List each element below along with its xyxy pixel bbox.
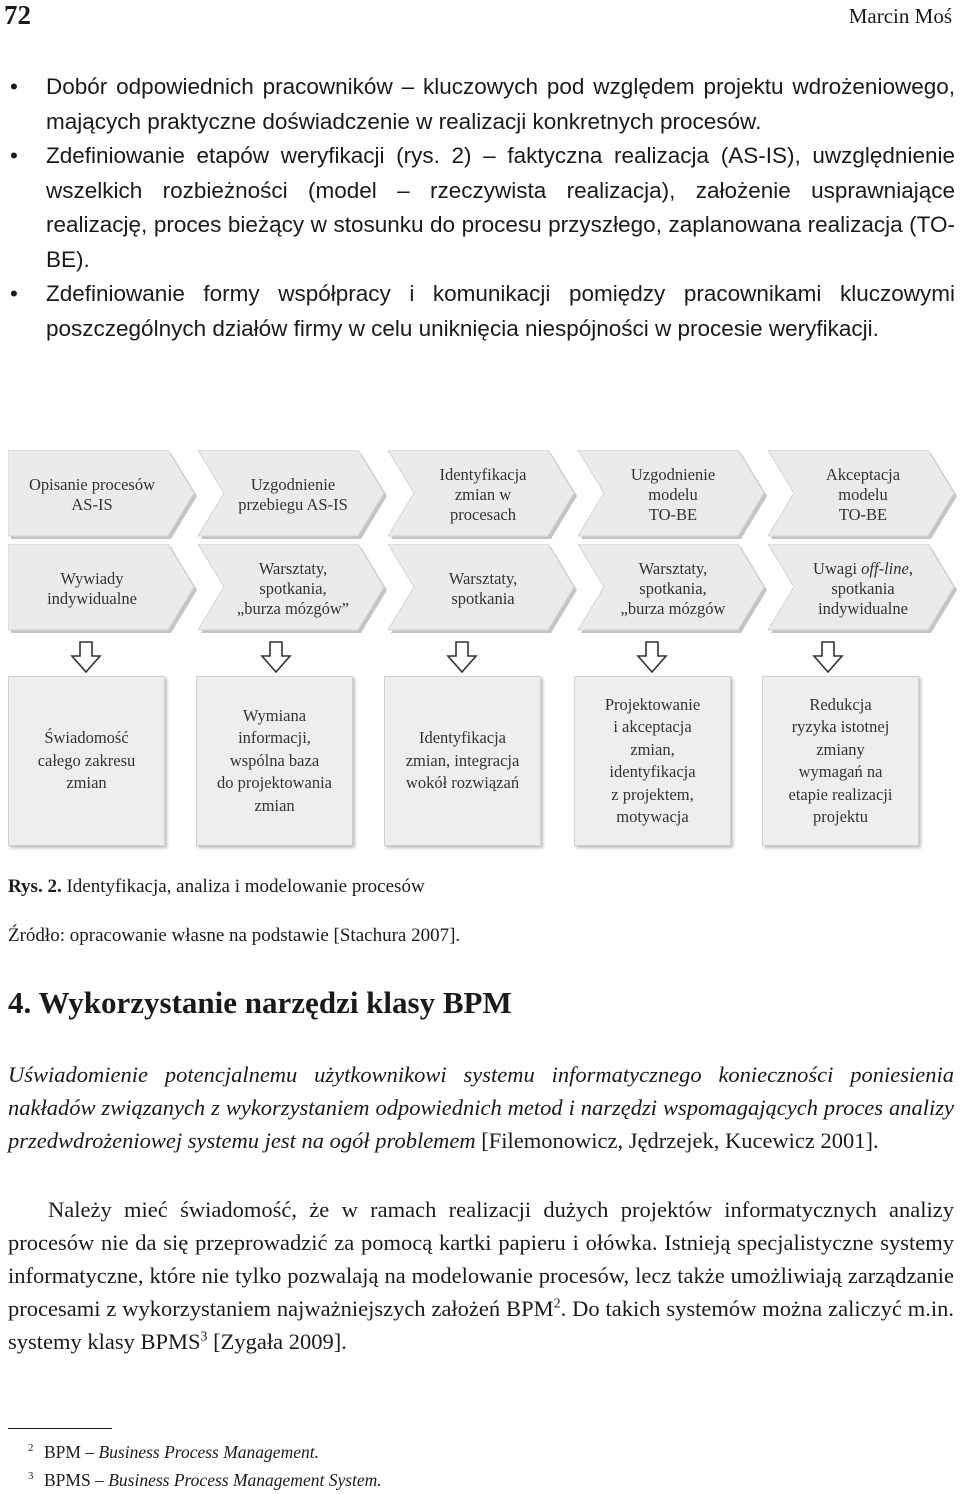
chevron-label: Uzgodnienie modelu TO-BE [630, 465, 716, 524]
footnote-expansion: Business Process Management. [98, 1442, 319, 1462]
paragraph-text: . Do takich systemów można zaliczyć m.in. systemy klasy BPMS [8, 1296, 955, 1354]
paragraph-text: [Zygała 2009]. [207, 1329, 347, 1354]
footnote-ref: 2 [553, 1296, 561, 1312]
citation: [Filemonowicz, Jędrzejek, Kucewicz 2001]. [481, 1128, 879, 1153]
result-box [762, 676, 919, 846]
page-number: 72 [4, 0, 31, 30]
method-chevron [8, 544, 198, 634]
stage-chevron [768, 450, 958, 540]
body-paragraph-2 [8, 1193, 954, 1358]
body-paragraph-1 [8, 1058, 954, 1157]
stage-chevron [388, 450, 578, 540]
bullet-item [10, 277, 955, 346]
chevron-label: Akceptacja modelu TO-BE [825, 465, 901, 524]
section-heading: 4. Wykorzystanie narzędzi klasy BPM [8, 985, 512, 1020]
bullet-dot: • [10, 281, 18, 306]
method-chevron [578, 544, 768, 634]
bullet-list [10, 70, 955, 346]
chevron-label: Warsztaty, spotkania, „burza mózgów” [236, 559, 350, 618]
down-arrow-icon [632, 640, 672, 674]
footnote: 3 BPMS – Business Process Management System. [28, 1470, 382, 1490]
method-chevron-row [8, 544, 958, 634]
chevron-label: Identyfikacja zmian w procesach [439, 465, 527, 524]
chevron-label: Uzgodnienie przebiegu AS-IS [238, 475, 348, 514]
stage-chevron [8, 450, 198, 540]
bullet-text: Zdefiniowanie etapów weryfikacji (rys. 2) – faktyczna realizacja (AS-IS), uwzględnienie wszelkich rozbieżności (model – rzeczywista realizacja), założenie usprawniające realizację, proces bieżący w stosunku do procesu przyszłego, zaplanowana realizacja (TO-BE). [46, 143, 955, 272]
result-box-label: Redukcja ryzyka istotnej zmiany wymagań na etapie realizacji projektu [788, 694, 893, 826]
caption-text: Identyfikacja, analiza i modelowanie procesów [66, 876, 425, 897]
italic-text: Uświadomienie potencjalnemu użytkownikowi systemu informatycznego konieczności poniesienia nakładów związanych z wykorzystaniem odpowiednich metod i narzędzi wspomagających proces analizy przedwdrożeniowej systemu jest na ogół problemem [8, 1062, 954, 1153]
figure-source: Źródło: opracowanie własne na podstawie [Stachura 2007]. [8, 925, 461, 946]
chevron-label: Warsztaty, spotkania [448, 569, 518, 608]
bullet-item [10, 139, 955, 277]
chevron-label: Warsztaty, spotkania, „burza mózgów [620, 559, 726, 618]
down-arrow-icon [256, 640, 296, 674]
result-box [8, 676, 165, 846]
method-chevron [768, 544, 958, 634]
bullet-item [10, 70, 955, 139]
footnote-ref: 3 [200, 1329, 208, 1345]
chevron-label: Uwagi off-line, spotkania indywidualne [813, 559, 913, 618]
bullet-dot: • [10, 143, 18, 168]
down-arrow-icon [808, 640, 848, 674]
down-arrow-icon [442, 640, 482, 674]
down-arrow-icon [66, 640, 106, 674]
figure-caption [8, 876, 425, 898]
footnote-rule [8, 1428, 112, 1429]
footnote-abbr: BPM – [44, 1442, 99, 1462]
chevron-label: Wywiady indywidualne [47, 569, 137, 608]
stage-chevron [198, 450, 388, 540]
method-chevron [388, 544, 578, 634]
result-box-label: Świadomość całego zakresu zmian [37, 728, 136, 793]
method-chevron [198, 544, 388, 634]
result-box-label: Identyfikacja zmian, integracja wokół rozwiązań [405, 728, 520, 793]
bullet-text: Dobór odpowiednich pracowników – kluczowych pod względem projektu wdrożeniowego, mających praktyczne doświadczenie w realizacji konkretnych procesów. [46, 74, 955, 134]
result-box [196, 676, 353, 846]
caption-label: Rys. 2. [8, 876, 62, 897]
paragraph-text: Należy mieć świadomość, że w ramach realizacji dużych projektów informatycznych analizy procesów nie da się przeprowadzić za pomocą kartki papieru i ołówka. Istnieją specjalistyczne systemy informatyczne, które nie tylko pozwalają na modelowanie procesów, lecz także umożliwiają zarządzanie procesami z wykorzystaniem najważniejszych założeń BPM [8, 1197, 954, 1321]
result-box [574, 676, 731, 846]
stage-chevron-row [8, 450, 958, 540]
stage-chevron [578, 450, 768, 540]
result-box [384, 676, 541, 846]
chevron-label: Opisanie procesów AS-IS [28, 475, 155, 514]
result-box-label: Wymiana informacji, wspólna baza do projektowania zmian [216, 705, 332, 815]
result-box-label: Projektowanie i akceptacja zmian, identyfikacja z projektem, motywacja [604, 694, 701, 826]
running-head: Marcin Moś [848, 4, 952, 28]
footnote-abbr: BPMS – [44, 1470, 109, 1490]
footnote: 2 BPM – Business Process Management. [28, 1442, 319, 1462]
bullet-text: Zdefiniowanie formy współpracy i komunikacji pomiędzy pracownikami kluczowymi poszczególnych działów firmy w celu uniknięcia niespójności w procesie weryfikacji. [46, 281, 955, 341]
bullet-dot: • [10, 74, 18, 99]
footnote-expansion: Business Process Management System. [108, 1470, 382, 1490]
